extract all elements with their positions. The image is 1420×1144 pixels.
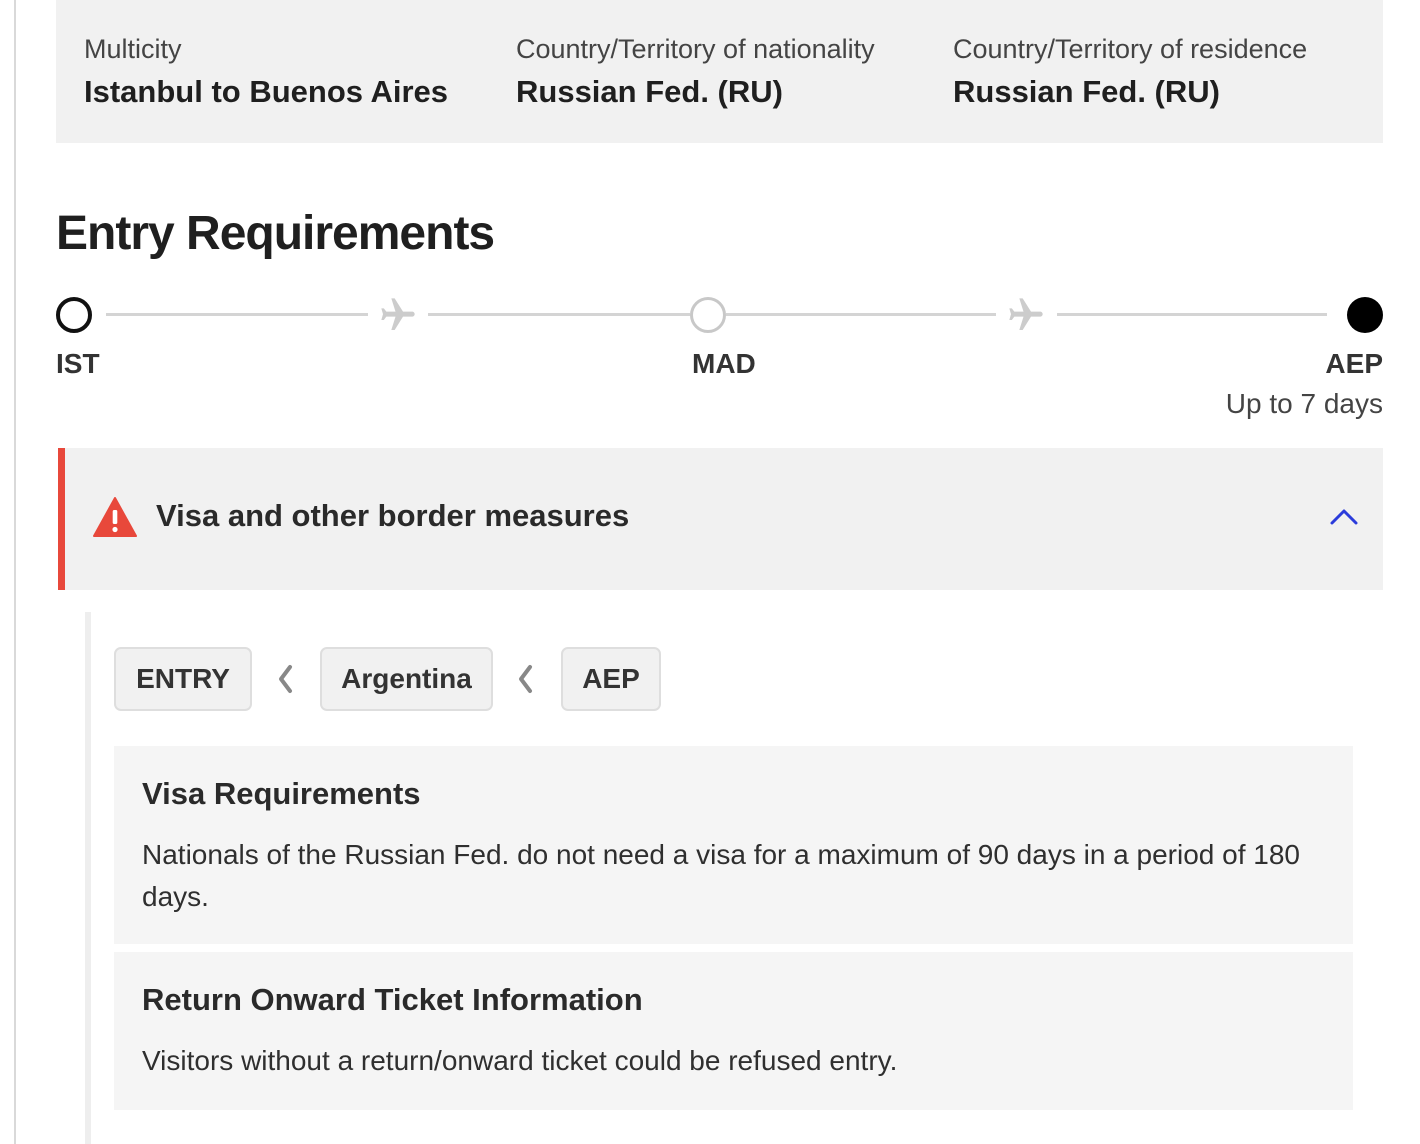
page-title: Entry Requirements	[56, 207, 495, 260]
route-segment	[1057, 313, 1327, 316]
residence-group	[953, 32, 1307, 112]
stop-marker-aep[interactable]	[1347, 297, 1383, 333]
breadcrumb-country[interactable]: Argentina	[320, 647, 493, 711]
stop-code-mad: MAD	[692, 348, 756, 379]
trip-type-group	[84, 32, 448, 112]
return-ticket-text: Visitors without a return/onward ticket could be refused entry.	[142, 1045, 898, 1076]
visa-border-measures-accordion[interactable]	[58, 448, 1383, 590]
breadcrumb-entry[interactable]: ENTRY	[114, 647, 252, 711]
return-ticket-title: Return Onward Ticket Information	[142, 982, 643, 1017]
stop-code-ist: IST	[56, 348, 100, 379]
visa-requirements-text: Nationals of the Russian Fed. do not need a visa for a maximum of 90 days in a period of 180 days.	[142, 839, 1300, 912]
route-segment	[106, 313, 368, 316]
trip-type-label: Multicity	[84, 34, 182, 64]
route-segment	[428, 313, 690, 316]
chevron-left-icon	[276, 662, 294, 696]
visa-requirements-title: Visa Requirements	[142, 776, 421, 811]
accordion-title: Visa and other border measures	[156, 498, 630, 533]
trip-summary-card	[56, 0, 1383, 143]
page-left-border	[14, 0, 16, 1144]
stop-marker-mad[interactable]	[690, 297, 726, 333]
trip-route-value: Istanbul to Buenos Aires	[84, 74, 449, 109]
chevron-up-icon[interactable]	[1327, 503, 1361, 531]
warning-triangle-icon	[93, 496, 137, 538]
residence-label: Country/Territory of residence	[953, 34, 1308, 64]
nationality-group	[516, 32, 875, 112]
chevron-left-icon	[516, 662, 534, 696]
nationality-label: Country/Territory of nationality	[516, 34, 875, 64]
nationality-value: Russian Fed. (RU)	[516, 74, 783, 109]
airplane-icon	[377, 295, 419, 335]
residence-value: Russian Fed. (RU)	[953, 74, 1220, 109]
airplane-icon	[1005, 295, 1047, 335]
stop-code-aep: AEP	[1325, 348, 1383, 379]
visa-requirements-card	[114, 746, 1353, 944]
stay-duration: Up to 7 days	[1225, 388, 1383, 419]
breadcrumb-airport[interactable]: AEP	[561, 647, 661, 711]
return-ticket-card	[114, 952, 1353, 1110]
detail-panel-rule	[85, 612, 91, 1144]
route-segment	[726, 313, 996, 316]
stop-marker-ist[interactable]	[56, 297, 92, 333]
